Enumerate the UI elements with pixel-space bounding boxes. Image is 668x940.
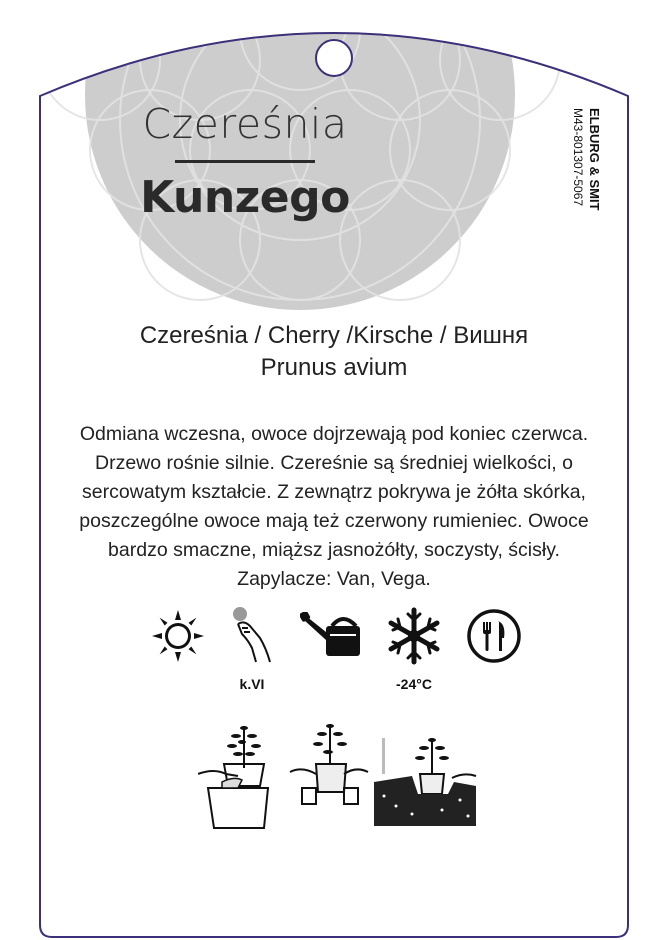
plant-names xyxy=(60,320,608,384)
title-divider xyxy=(175,160,315,163)
hang-hole xyxy=(316,40,352,76)
hardiness-temperature-label: -24°C xyxy=(396,676,432,692)
brand-block xyxy=(560,108,612,258)
header-circle xyxy=(85,0,515,310)
brand-name: ELBURG & SMIT xyxy=(587,108,602,211)
planting-step-2-icon xyxy=(288,718,370,812)
harvest-hand-icon xyxy=(226,604,278,664)
planting-step-3-icon xyxy=(372,734,478,826)
sun-icon xyxy=(150,608,206,664)
latin-name: Prunus avium xyxy=(260,354,408,381)
variety-species-title: Czereśnia xyxy=(142,100,348,148)
harvest-time-label: k.VI xyxy=(239,676,265,692)
snowflake-icon xyxy=(386,606,442,666)
description-text: Odmiana wczesna, owoce dojrzewają pod koniec czerwca. Drzewo rośnie silnie. Czereśnie są średniej wielkości, o sercowatym kształcie. Z zewnątrz pokrywa je żółta skórka, poszczególne owoce mają też czerwony rumieniec. Owoce bardzo smaczne, miąższ jasnożółty, soczysty, ścisły. Zapylacze: Van, Vega. xyxy=(79,423,589,590)
common-names: Czereśnia / Cherry /Kirsche / Вишня xyxy=(139,322,529,349)
variety-name-title: Kunzego xyxy=(140,172,350,223)
fork-knife-icon xyxy=(466,608,522,664)
watering-can-icon xyxy=(300,612,366,658)
product-code: M43-801307-5067 xyxy=(571,108,585,207)
planting-step-1-icon xyxy=(198,718,282,830)
